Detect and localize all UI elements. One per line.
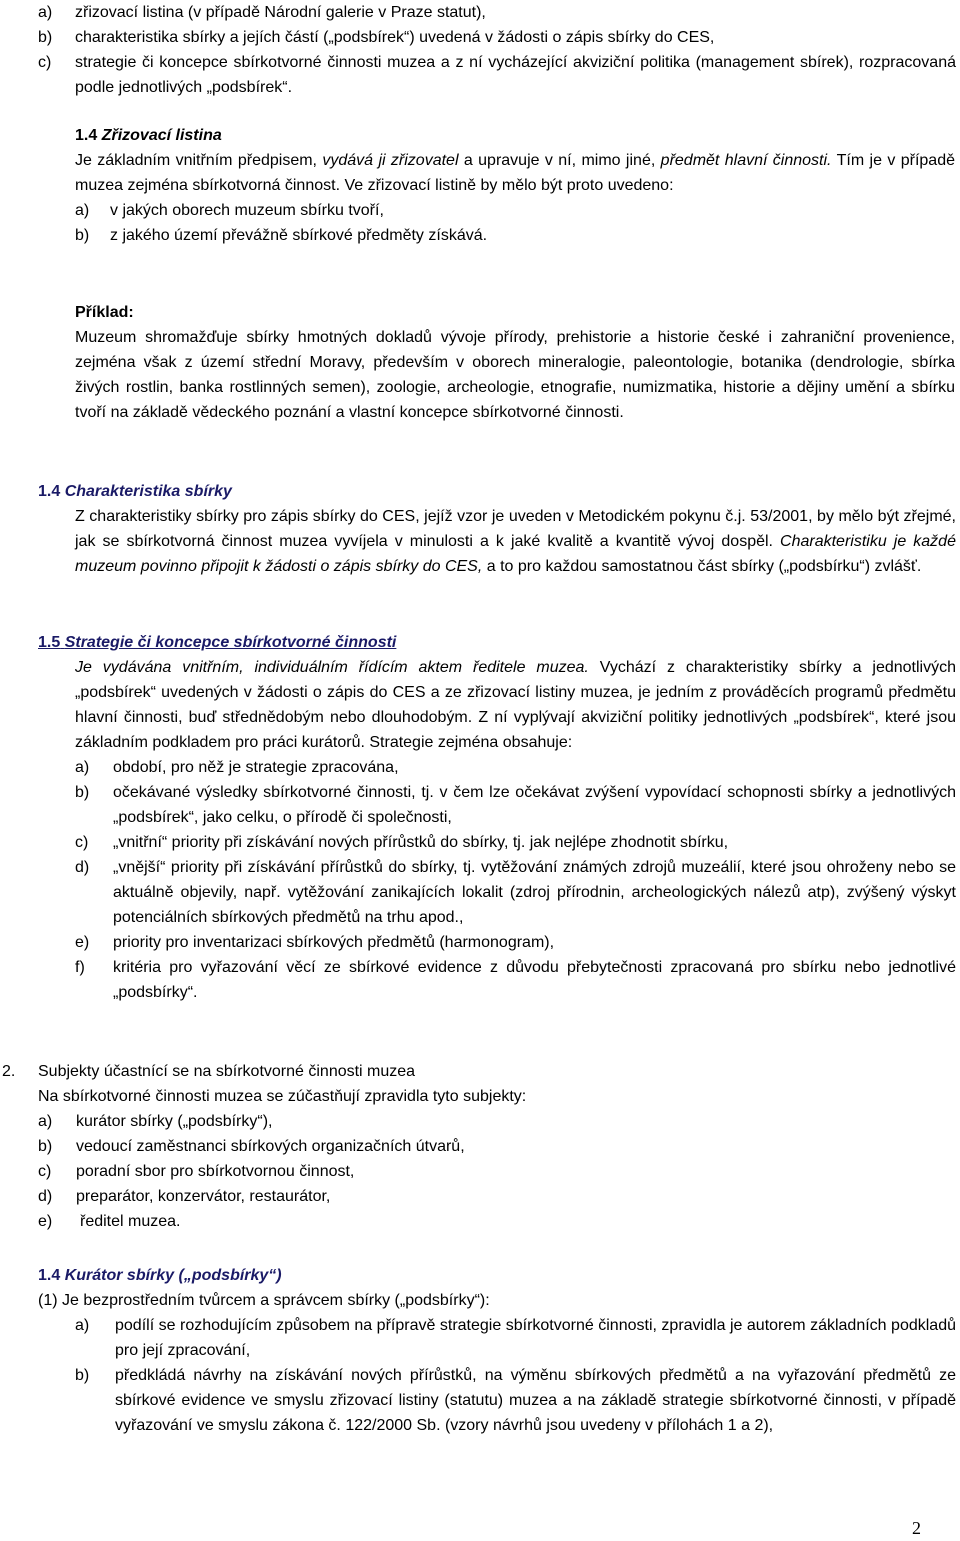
paragraph	[75, 504, 956, 579]
section-title: Strategie či koncepce sbírkotvorné činnosti	[64, 634, 397, 651]
list-item	[75, 780, 956, 830]
list-label: e)	[75, 934, 90, 951]
section-zrizovaci-listina	[75, 123, 955, 248]
list-text: ředitel muzea.	[80, 1213, 181, 1230]
list-label: c)	[38, 54, 52, 71]
section-number: 1.5	[38, 634, 61, 651]
paragraph-text: Je základním vnitřním předpisem,	[75, 152, 317, 169]
paragraph-text: Z charakteristiky sbírky pro zápis sbírky do CES, jejíž vzor je uveden v Metodickém pokynu č.j. 53/2001, by mělo být zřejmé, jak se sbírkotvorná činnost muzea vyvíjela v minulosti a k jaké kvalitě a kvantitě vývoj dospěl.	[75, 508, 956, 550]
section-number: 1.4	[38, 483, 61, 500]
list-text: „vnitřní“ priority při získávání nových přírůstků do sbírky, tj. jak nejlépe zhodnotit sbírku,	[113, 834, 729, 851]
list-label: a)	[75, 202, 90, 219]
section-title: Kurátor sbírky („podsbírky“)	[64, 1267, 282, 1284]
list-label: b)	[38, 29, 53, 46]
paragraph-emphasis: Je vydávána vnitřním, individuálním řídícím aktem ředitele muzea.	[75, 659, 589, 676]
example-title: Příklad:	[75, 304, 134, 321]
list-text: „vnější“ priority při získávání přírůstků do sbírky, tj. vytěžování známých zdrojů muzeálií, které jsou ohroženy nebo se aktuálně objevily, např. vytěžování zanikajících lokalit (zdroj přírodnin, archeologických nálezů atp), zvýšený výskyt potenciálních sbírkových předmětů na trhu apod.,	[113, 859, 956, 926]
list-label: b)	[75, 784, 90, 801]
subjects-list	[38, 1109, 956, 1234]
paragraph-text: Tím je v případě muzea zejména sbírkotvorná činnost. Ve zřizovací listině by mělo být proto uvedeno:	[75, 152, 955, 194]
section-title: Zřizovací listina	[101, 127, 222, 144]
paragraph-text: (1) Je bezprostředním tvůrcem a správcem sbírky („podsbírky“):	[38, 1292, 490, 1309]
list-item	[38, 1109, 956, 1134]
list-item	[75, 223, 955, 248]
list-label: a)	[75, 759, 90, 776]
list-item	[38, 1209, 956, 1234]
list-label: d)	[38, 1188, 53, 1205]
paragraph-emphasis: Charakteristiku je každé muzeum povinno připojit k žádosti o zápis sbírky do CES,	[75, 533, 956, 575]
paragraph-text: Vychází z charakteristiky sbírky a jednotlivých „podsbírek“ uvedených v žádosti o zápis do CES a ze zřizovací listiny muzea, je jedním z prováděcích programů předmětu hlavní činnosti, buď střednědobým nebo dlouhodobým. Z ní vyplývají akviziční politiky jednotlivých „podsbírek“, které jsou základním podkladem pro práci kurátorů. Strategie zejména obsahuje:	[75, 659, 957, 751]
top-list	[38, 0, 956, 100]
list-item	[75, 830, 956, 855]
section-number: 1.4	[38, 1267, 61, 1284]
section-title: Charakteristika sbírky	[64, 483, 232, 500]
section-heading	[38, 630, 956, 655]
list-label: b)	[38, 1138, 53, 1155]
list-label: a)	[38, 1113, 53, 1130]
paragraph-text: Na sbírkotvorné činnosti muzea se zúčastňují zpravidla tyto subjekty:	[38, 1088, 527, 1105]
list-text: předkládá návrhy na získávání nových přírůstků, na výměnu sbírkových předmětů a na vyřazování předmětů ze sbírkové evidence ve smyslu zřizovací listiny (statutu) muzea a na základě strategie sbírkotvorné činnosti, v případě vyřazování ve smyslu zákona č. 122/2000 Sb. (vzory návrhů jsou uvedeny v přílohách 1 a 2),	[115, 1367, 956, 1434]
list-text: v jakých oborech muzeum sbírku tvoří,	[110, 202, 384, 219]
list-item	[38, 1159, 956, 1184]
paragraph-text: a to pro každou samostatnou část sbírky („podsbírku“) zvlášť.	[486, 558, 922, 575]
list-text: preparátor, konzervátor, restaurátor,	[76, 1188, 331, 1205]
list-item	[75, 755, 956, 780]
list-label: c)	[38, 1163, 52, 1180]
list-item	[38, 25, 956, 50]
list-text: charakteristika sbírky a jejích částí („podsbírek“) uvedená v žádosti o zápis sbírky do CES,	[75, 29, 715, 46]
list-item	[75, 1363, 956, 1438]
list-text: poradní sbor pro sbírkotvornou činnost,	[76, 1163, 355, 1180]
list-label: a)	[75, 1317, 90, 1334]
section-number: 1.4	[75, 127, 98, 144]
paragraph-emphasis: vydává ji zřizovatel	[322, 152, 459, 169]
list-text: očekávané výsledky sbírkotvorné činnosti, tj. v čem lze očekávat zvýšení vypovídací schopnosti sbírky a jednotlivých „podsbírek“, jako celku, o přírodě či společnosti,	[113, 784, 956, 826]
list-item	[38, 0, 956, 25]
list-label: d)	[75, 859, 90, 876]
list-text: z jakého území převážně sbírkové předměty získává.	[110, 227, 488, 244]
page-number: 2	[912, 1518, 921, 1538]
list-item	[38, 1184, 956, 1209]
list-item	[75, 930, 956, 955]
paragraph	[75, 655, 956, 755]
section-title: Subjekty účastnící se na sbírkotvorné činnosti muzea	[38, 1063, 416, 1080]
section-heading	[2, 1059, 956, 1084]
list-label: c)	[75, 834, 89, 851]
section-kurator	[38, 1263, 956, 1438]
list-item	[75, 955, 956, 1005]
list-label: f)	[75, 959, 85, 976]
list-text: období, pro něž je strategie zpracována,	[113, 759, 399, 776]
strategy-list	[75, 755, 956, 1005]
section-heading	[38, 1263, 956, 1288]
section-subjekty	[2, 1059, 956, 1234]
list-text: priority pro inventarizaci sbírkových předmětů (harmonogram),	[113, 934, 555, 951]
list-item	[75, 1313, 956, 1363]
list-label: b)	[75, 1367, 90, 1384]
list-text: kurátor sbírky („podsbírky“),	[76, 1113, 273, 1130]
section-strategie	[38, 630, 956, 1005]
paragraph	[75, 148, 955, 198]
list-text: kritéria pro vyřazování věcí ze sbírkové evidence z důvodu přebytečnosti zpracovaná pro sbírku nebo jednotlivé „podsbírky“.	[113, 959, 956, 1001]
list-item	[38, 1134, 956, 1159]
list-item	[38, 50, 956, 100]
example-block	[75, 300, 955, 425]
paragraph-emphasis: předmět hlavní činnosti.	[660, 152, 832, 169]
list-item	[75, 198, 955, 223]
list-text: zřizovací listina (v případě Národní galerie v Praze statut),	[75, 4, 486, 21]
list-text: vedoucí zaměstnanci sbírkových organizačních útvarů,	[76, 1138, 465, 1155]
list-item	[75, 855, 956, 930]
section-heading	[38, 479, 956, 504]
paragraph-text: a upravuje v ní, mimo jiné,	[463, 152, 656, 169]
curator-list	[75, 1313, 956, 1438]
list-label: a)	[38, 4, 53, 21]
section-charakteristika	[38, 479, 956, 579]
list-label: e)	[38, 1213, 53, 1230]
list-label: b)	[75, 227, 90, 244]
section-number: 2.	[2, 1063, 16, 1080]
list-text: strategie či koncepce sbírkotvorné činnosti muzea a z ní vycházející akviziční politika (management sbírek), rozpracovaná podle jednotlivých „podsbírek“.	[75, 54, 956, 96]
list-text: podílí se rozhodujícím způsobem na přípravě strategie sbírkotvorné činnosti, zpravidla je autorem základních podkladů pro její zpracování,	[115, 1317, 956, 1359]
section-heading	[75, 123, 955, 148]
example-text: Muzeum shromažďuje sbírky hmotných dokladů vývoje přírody, prehistorie a historie české i zahraniční provenience, zejména však z území střední Moravy, především v oborech mineralogie, paleontologie, botanika (dendrologie, sbírka živých rostlin, banka rostlinných semen), zoologie, archeologie, etnografie, numizmatika, historie a dějiny umění a sbírku tvoří na základě vědeckého poznání a vlastní koncepce sbírkotvorné činnosti.	[75, 329, 955, 421]
